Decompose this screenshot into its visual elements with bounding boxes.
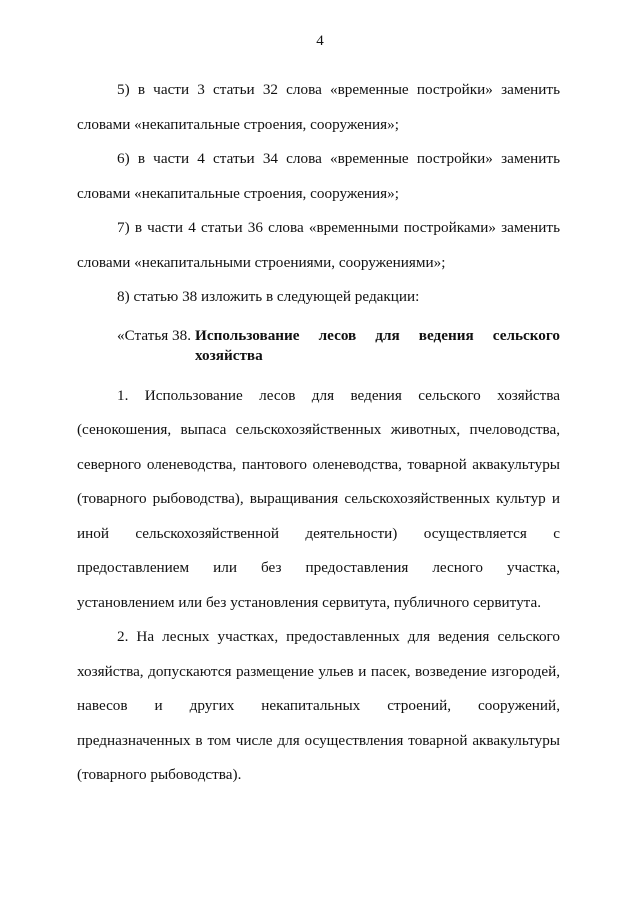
page-number: 4 [316,33,324,49]
article-paragraph-1: 1. Использование лесов для ведения сельского хозяйства (сенокошения, выпаса сельскохозяйственных животных, пчеловодства, северного оленеводства, пантового оленеводства, товарной аквакультуры (товарного рыбоводства), выращивания сельскохозяйственных культур и иной сельскохозяйственной деятельности) осуществляется с предоставлением или без предоставления лесного участка, установлением или без установления сервитута, публичного сервитута. [77,386,560,611]
amendment-item-5: 5) в части 3 статьи 32 слова «временные постройки» заменить словами «некапитальные строения, сооружения»; [77,81,560,133]
article-paragraph-2: 2. На лесных участках, предоставленных для ведения сельского хозяйства, допускаются размещение ульев и пасек, возведение изгородей, навесов и других некапитальных строений, сооружений, предназначенных в том числе для осуществления товарной аквакультуры (товарного рыбоводства). [77,628,560,783]
amendment-item-7: 7) в части 4 статьи 36 слова «временными постройками» заменить словами «некапитальными строениями, сооружениями»; [77,219,560,271]
article-heading [77,326,560,366]
article-title: Использование лесов для ведения сельского хозяйства [195,326,560,364]
document-body [77,73,560,793]
amendment-item-8: 8) статью 38 изложить в следующей редакции: [117,288,420,305]
amendment-item-6: 6) в части 4 статьи 34 слова «временные постройки» заменить словами «некапитальные строения, сооружения»; [77,150,560,202]
article-number: «Статья 38. [117,326,192,344]
